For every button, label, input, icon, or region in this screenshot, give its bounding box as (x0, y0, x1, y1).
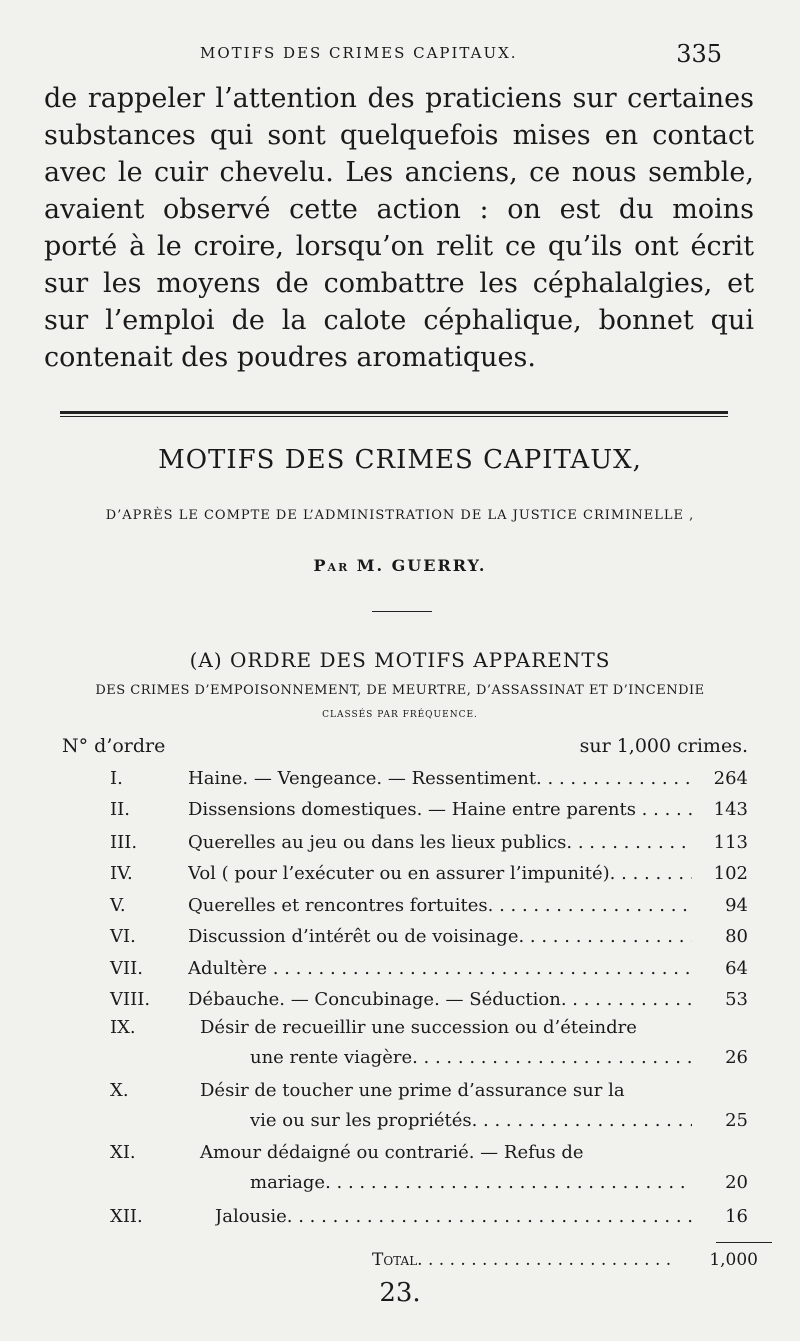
row-label: Débauche. — Concubinage. — Séduction. . . . (188, 989, 740, 1010)
section-divider-thick (60, 411, 728, 414)
intro-paragraph: de rappeler l’attention des praticiens sur certaines substances qui sont quelquefois mises en contact avec le cuir chevelu. Les anciens, ce nous semble, avaient observé cette action : on est du moins porté à le croire, lorsqu’on relit ce qu’ils ont écrit sur les moyens de combattre les céphalalgies, et sur l’emploi de la calote céphalique, bonnet qui contenait des poudres aromatiques. (44, 83, 754, 373)
row-label: Haine. — Vengeance. — Ressentiment. . . . (188, 768, 740, 789)
signature-mark: 23. (379, 1278, 421, 1308)
section-divider-thin (60, 416, 728, 417)
row-number: III. (110, 832, 138, 853)
row-number: II. (110, 799, 130, 820)
table-subtitle: DES CRIMES D’EMPOISONNEMENT, DE MEURTRE, D’ASSASSINAT ET D’INCENDIE (95, 683, 705, 698)
table-row (0, 1017, 800, 1068)
row-number: IV. (110, 863, 133, 884)
row-label: Dissensions domestiques. — Haine entre parents . . . . (188, 799, 740, 820)
row-label: Discussion d’intérêt ou de voisinage. . . . (188, 926, 740, 947)
table-row (0, 989, 800, 1019)
total-label: Total. . . . (372, 1250, 740, 1270)
row-label: Vol ( pour l’exécuter ou en assurer l’impunité). . . . (188, 863, 740, 884)
section-title: MOTIFS DES CRIMES CAPITAUX, (158, 445, 642, 475)
running-head (0, 40, 800, 70)
row-number: VI. (110, 926, 136, 947)
row-label: Adultère . . . (188, 958, 740, 979)
total-value: 1,000 (678, 1250, 758, 1270)
row-value: 20 (692, 1172, 748, 1193)
column-header-order: N° d’ordre (62, 735, 166, 757)
row-label: Querelles et rencontres fortuites. . . . (188, 895, 740, 916)
row-value: 80 (692, 926, 748, 947)
section-author: Par M. GUERRY. (313, 556, 487, 575)
row-number: XI. (110, 1142, 136, 1163)
row-number: XII. (110, 1206, 143, 1227)
row-number: X. (110, 1080, 129, 1101)
total-rule (716, 1242, 772, 1243)
table-row (0, 926, 800, 956)
row-value: 26 (692, 1047, 748, 1068)
page-number: 335 (676, 40, 722, 68)
table-row (0, 1080, 800, 1131)
row-value: 94 (692, 895, 748, 916)
row-value: 16 (692, 1206, 748, 1227)
table-subsubtitle: CLASSÉS PAR FRÉQUENCE. (322, 710, 478, 720)
table-row (0, 895, 800, 925)
row-number: VIII. (110, 989, 151, 1010)
row-label-line2: vie ou sur les propriétés. . . . (250, 1110, 740, 1131)
row-value: 143 (692, 799, 748, 820)
row-label-line2: mariage. . . . (250, 1172, 740, 1193)
table-row (0, 863, 800, 893)
row-label: Querelles au jeu ou dans les lieux publics. . . . (188, 832, 740, 853)
row-label-line1: Désir de toucher une prime d’assurance sur la (200, 1080, 625, 1101)
running-title: MOTIFS DES CRIMES CAPITAUX. (200, 44, 518, 62)
column-header-per-thousand: sur 1,000 crimes. (579, 735, 748, 757)
row-value: 113 (692, 832, 748, 853)
table-row (0, 1142, 800, 1193)
row-number: IX. (110, 1017, 136, 1038)
row-value: 264 (692, 768, 748, 789)
row-value: 25 (692, 1110, 748, 1131)
section-subtitle: D’APRÈS LE COMPTE DE L’ADMINISTRATION DE LA JUSTICE CRIMINELLE , (105, 508, 695, 523)
row-value: 102 (692, 863, 748, 884)
table-row (0, 832, 800, 862)
table-row (0, 1206, 800, 1236)
row-value: 64 (692, 958, 748, 979)
short-divider (372, 611, 432, 612)
table-title: (A) ORDRE DES MOTIFS APPARENTS (189, 648, 611, 672)
table-row (0, 799, 800, 829)
table-row (0, 958, 800, 988)
row-label-line1: Amour dédaigné ou contrarié. — Refus de (200, 1142, 584, 1163)
row-label-line2: une rente viagère. . . . (250, 1047, 740, 1068)
table-row (0, 768, 800, 798)
row-label-line1: Désir de recueillir une succession ou d’éteindre (200, 1017, 637, 1038)
row-number: V. (110, 895, 126, 916)
row-number: I. (110, 768, 123, 789)
row-label: Jalousie. . . . (215, 1206, 740, 1227)
row-value: 53 (692, 989, 748, 1010)
row-number: VII. (110, 958, 143, 979)
